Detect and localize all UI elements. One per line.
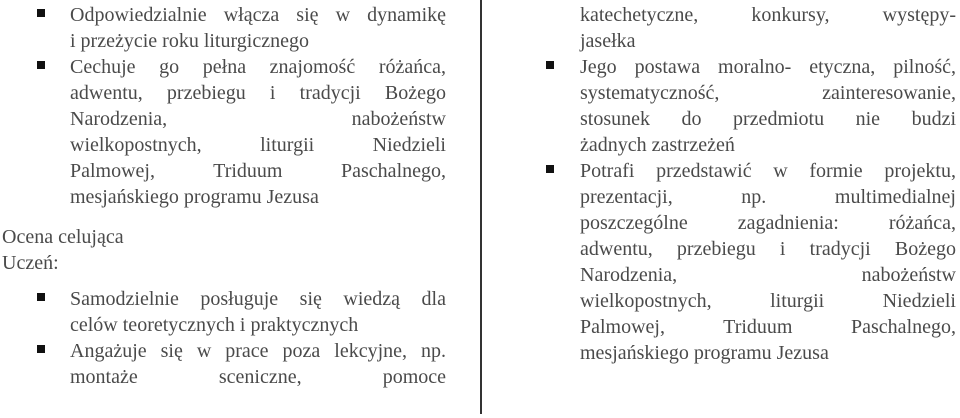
text-line: montaże sceniczne, pomoce [70,366,446,388]
square-bullet-icon [37,293,45,301]
list-item [502,158,956,366]
column-divider [480,0,482,414]
text-line: Narodzenia, nabożeństw [70,108,446,130]
list-item [502,54,956,158]
text-line: adwentu, przebiegu i tradycji Bożego [70,82,446,104]
list-item [2,2,446,54]
text-line: adwentu, przebiegu i tradycji Bożego [580,238,956,260]
continuation-text [502,2,956,54]
text-line: katechetyczne, konkursy, występy- [580,4,956,26]
text-line: Palmowej, Triduum Paschalnego, [70,160,446,182]
text-line: Palmowej, Triduum Paschalnego, [580,316,956,338]
list-item [2,286,446,338]
text-line: systematyczność, zainteresowanie, [580,82,956,104]
list-item [2,338,446,390]
list-item [2,54,446,210]
text-line: Jego postawa moralno- etyczna, pilność, [580,56,956,78]
text-line: Cechuje go pełna znajomość różańca, [70,56,446,78]
grade-heading: Ocena celująca [2,226,124,248]
text-line: mesjańskiego programu Jezusa [580,342,829,364]
text-line: wielkopostnych, liturgii Niedzieli [580,290,956,312]
square-bullet-icon [37,9,45,17]
student-label: Uczeń: [2,252,59,274]
square-bullet-icon [546,165,554,173]
text-line: żadnych zastrzeżeń [580,134,735,156]
text-line: jasełka [580,30,636,52]
text-line: mesjańskiego programu Jezusa [70,186,319,208]
text-line: prezentacji, np. multimedialnej [580,186,956,208]
text-line: Odpowiedzialnie włącza się w dynamikę [70,4,446,26]
text-line: celów teoretycznych i praktycznych [70,314,359,336]
text-line: i przeżycie roku liturgicznego [70,30,309,52]
square-bullet-icon [37,61,45,69]
text-line: Samodzielnie posługuje się wiedzą dla [70,288,446,310]
text-line: Angażuje się w prace poza lekcyjne, np. [70,340,446,362]
text-line: stosunek do przedmiotu nie budzi [580,108,956,130]
text-line: Potrafi przedstawić w formie projektu, [580,160,956,182]
right-column [502,2,956,366]
text-line: poszczególne zagadnienia: różańca, [580,212,956,234]
text-line: Narodzenia, nabożeństw [580,264,956,286]
square-bullet-icon [546,61,554,69]
square-bullet-icon [37,345,45,353]
text-line: wielkopostnych, liturgii Niedzieli [70,134,446,156]
left-column [2,2,446,390]
